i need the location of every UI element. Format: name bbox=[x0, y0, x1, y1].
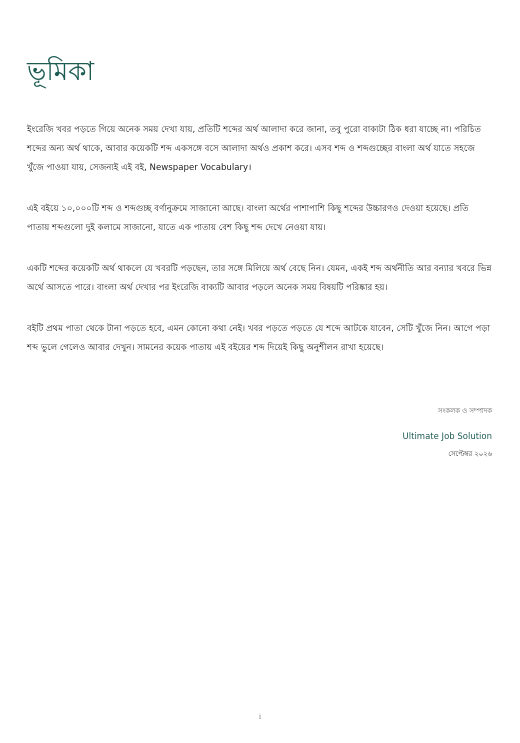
signature-date: সেপ্টেম্বর ২০২৬ bbox=[448, 450, 492, 458]
page-title: ভূমিকা bbox=[27, 57, 94, 87]
signature-role: সংকলক ও সম্পাদক bbox=[438, 407, 492, 415]
signature-organization: Ultimate Job Solution bbox=[402, 432, 492, 442]
intro-paragraph-4: বইটি প্রথম পাতা থেকে টানা পড়তে হবে, এমন কোনো কথা নেই। খবর পড়তে পড়তে যে শব্দে আটকে যাবেন, সেটি খুঁজে নিন। আগে পড়া শব্দ ভুলে গেলেও আবার দেখুন। সামনের কয়েক পাতায় এই বইয়ের শব্দ দিয়েই কিছু অনুশীলন রাখা হয়েছে। bbox=[27, 324, 490, 353]
intro-paragraph-1: ইংরেজি খবর পড়তে গিয়ে অনেক সময় দেখা যায়, প্রতিটি শব্দের অর্থ আলাদা করে জানা, তবু পুরো বাক্যটা ঠিক ধরা যাচ্ছে না। পরিচিত শব্দের অন্য অর্থ থাকে, আবার কয়েকটি শব্দ একসঙ্গে বসে আলাদা অর্থও প্রকাশ করে। এসব শব্দ ও শব্দগুচ্ছের বাংলা অর্থ যাতে সহজে খুঁজে পাওয়া যায়, সেজন্যই এই বই, Newspaper Vocabulary। bbox=[27, 125, 481, 173]
intro-paragraph-2: এই বইয়ে ১০,০০০টি শব্দ ও শব্দগুচ্ছ বর্ণানুক্রমে সাজানো আছে। বাংলা অর্থের পাশাপাশি কিছু শব্দের উচ্চারণও দেওয়া হয়েছে। প্রতি পাতায় শব্দগুলো দুই কলামে সাজানো, যাতে এক পাতায় বেশ কিছু শব্দ দেখে নেওয়া যায়। bbox=[27, 204, 469, 233]
intro-paragraph-3: একটি শব্দের কয়েকটি অর্থ থাকলে যে খবরটি পড়ছেন, তার সঙ্গে মিলিয়ে অর্থ বেছে নিন। যেমন, একই শব্দ অর্থনীতি আর বন্যার খবরে ভিন্ন অর্থে আসতে পারে। বাংলা অর্থ দেখার পর ইংরেজি বাক্যটি আবার পড়লে অনেক সময় বিষয়টি পরিষ্কার হয়। bbox=[27, 264, 492, 293]
page-number: i bbox=[258, 713, 262, 721]
introduction-body bbox=[27, 121, 493, 380]
signature-block bbox=[403, 405, 492, 460]
